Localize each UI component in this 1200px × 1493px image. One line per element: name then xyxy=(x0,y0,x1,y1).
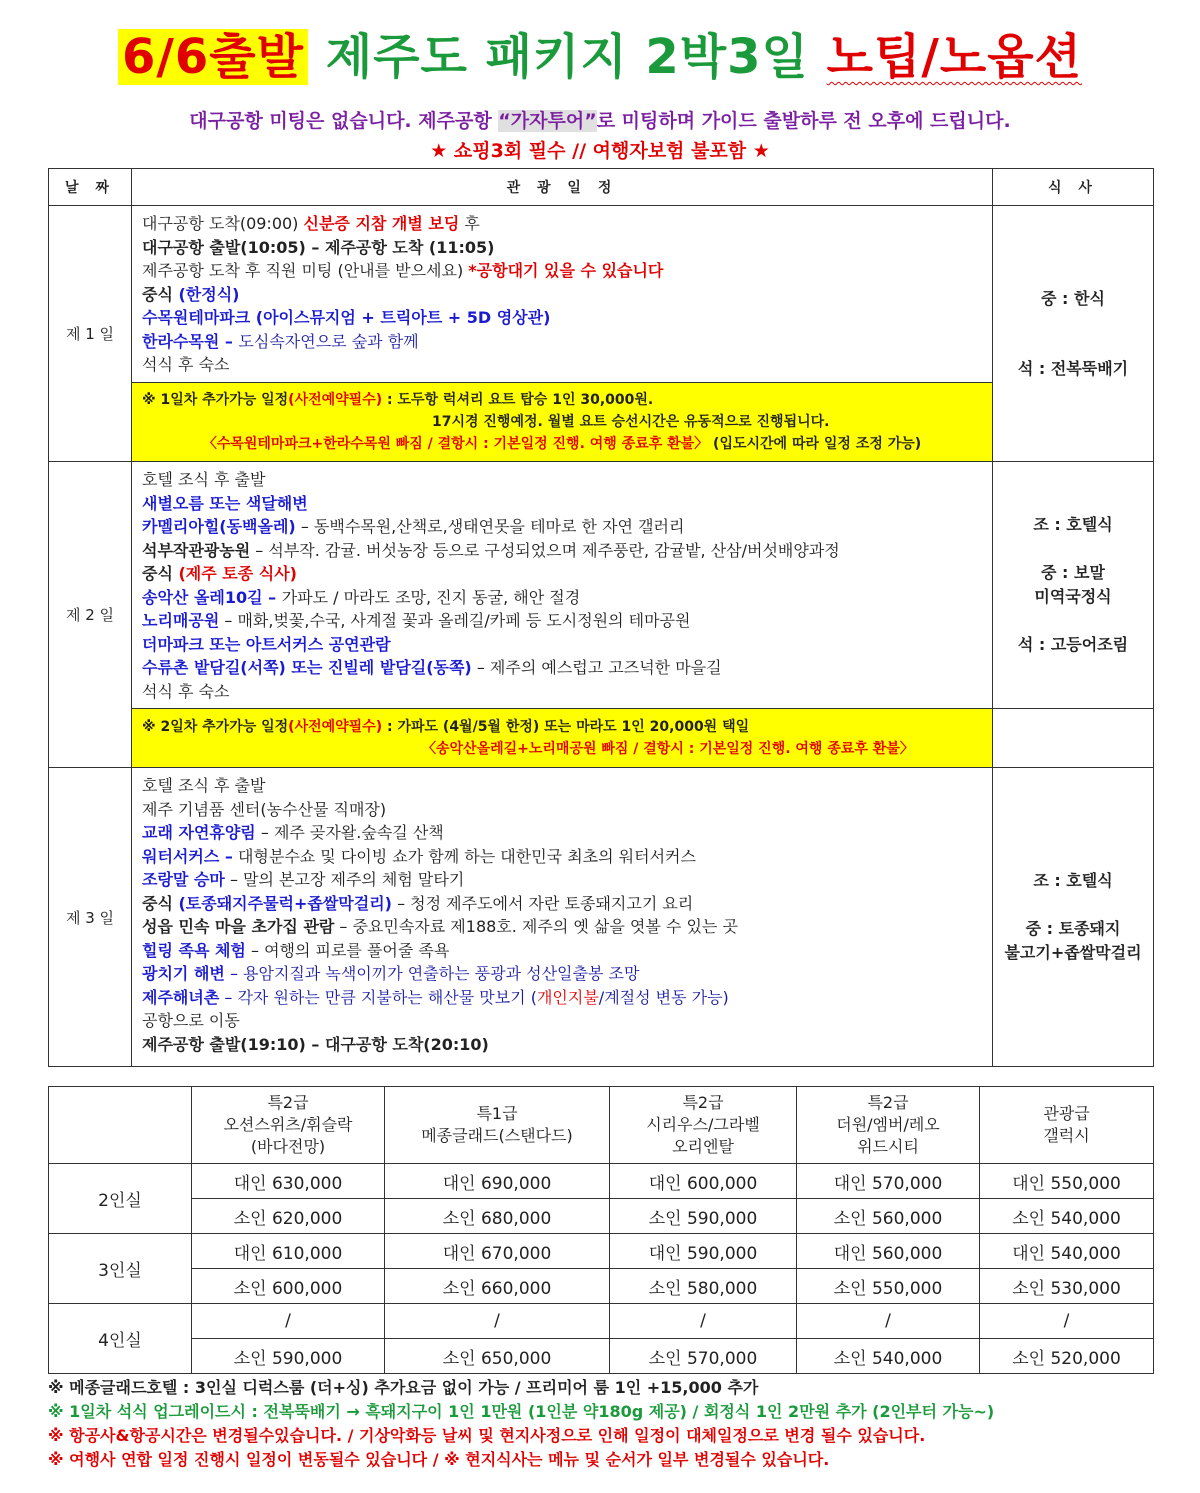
page-title xyxy=(0,18,1200,87)
price-cell: 소인 520,000 xyxy=(980,1339,1154,1374)
price-cell: 대인 630,000 xyxy=(192,1164,385,1199)
day2-optional-tour: ※ 2일차 추가가능 일정(사전예약필수) : 가파도 (4월/5월 한정) 또는 마라도 1인 20,000원 택일 〈송악산올레길+노리매공원 빠짐 / 결항시 : 기본일정 진행. 여행 종료후 환불〉 xyxy=(132,709,993,768)
price-cell: 대인 560,000 xyxy=(797,1234,980,1269)
day1-itinerary: 대구공항 도착(09:00) 신분증 지참 개별 보딩 후 대구공항 출발(10:05) – 제주공항 도착 (11:05) 제주공항 도착 후 직원 미팅 (안내를 받으세요) *공항대기 있을 수 있습니다 중식 (한정식) 수목원테마파크 (아이스뮤지엄 + 트릭아트 + 5D 영상관) 한라수목원 – 도심속자연으로 숲과 함께 석식 후 숙소 xyxy=(132,206,993,383)
day3-itinerary: 호텔 조식 후 출발 제주 기념품 센터(농수산물 직매장) 교래 자연휴양림 – 제주 곶자왈.숲속길 산책 워터서커스 – 대형분수쇼 및 다이빙 쇼가 함께 하는 대한민국 최초의 워터서커스 조랑말 승마 – 말의 본고장 제주의 체험 말타기 중식 (토종돼지주물럭+좁쌀막걸리) – 청정 제주도에서 자란 토종돼지고기 요리 성읍 민속 마을 초가집 관람 – 중요민속자료 제188호. 제주의 옛 삶을 엿볼 수 있는 곳 힐링 족욕 체험 – 여행의 피로를 풀어줄 족욕 광치기 해변 – 용암지질과 녹색이끼가 연출하는 풍광과 성산일출봉 조망 제주해녀촌 – 각자 원하는 만큼 지불하는 해산물 맛보기 (개인지불/계절성 변동 가능) 공항으로 이동 제주공항 출발(19:10) – 대구공항 도착(20:10) xyxy=(132,768,993,1067)
price-table xyxy=(48,1086,1154,1374)
room-type-3p: 3인실 xyxy=(49,1234,192,1304)
price-row-3p-child xyxy=(49,1269,1154,1304)
price-cell: 소인 530,000 xyxy=(980,1269,1154,1304)
price-cell: 소인 660,000 xyxy=(385,1269,610,1304)
room-type-2p: 2인실 xyxy=(49,1164,192,1234)
price-row-2p-child xyxy=(49,1199,1154,1234)
price-cell: 소인 600,000 xyxy=(192,1269,385,1304)
price-row-4p-adult xyxy=(49,1304,1154,1339)
date-header: 날 짜 xyxy=(49,169,132,206)
price-cell: 대인 570,000 xyxy=(797,1164,980,1199)
price-cell: 소인 590,000 xyxy=(192,1339,385,1374)
day1-label: 제 1 일 xyxy=(49,206,132,462)
hotel-header-galaxy: 관광급 갤럭시 xyxy=(980,1087,1154,1164)
price-cell: 대인 610,000 xyxy=(192,1234,385,1269)
price-cell: 소인 620,000 xyxy=(192,1199,385,1234)
price-cell: 소인 570,000 xyxy=(610,1339,797,1374)
day2-itinerary: 호텔 조식 후 출발 새별오름 또는 색달해변 카멜리아힐(동백올레) – 동백수목원,산책로,생태연못을 테마로 한 자연 갤러리 석부작관광농원 – 석부작. 감귤. 버섯농장 등으로 구성되었으며 제주풍란, 감귤밭, 산삼/버섯배양과정 중식 (제주 토종 식사) 송악산 올레10길 – 가파도 / 마라도 조망, 진지 동굴, 해안 절경 노리매공원 – 매화,벚꽃,수국, 사계절 꽃과 올레길/카페 등 도시정원의 테마공원 더마파크 또는 아트서커스 공연관람 수류촌 밭담길(서쪽) 또는 진빌레 밭담길(동쪽) – 제주의 예스럽고 고즈넉한 마을길 석식 후 숙소 xyxy=(132,462,993,709)
price-row-4p-child xyxy=(49,1339,1154,1374)
schedule-table xyxy=(48,168,1154,1067)
price-cell: 대인 590,000 xyxy=(610,1234,797,1269)
price-cell: 대인 690,000 xyxy=(385,1164,610,1199)
price-cell: 소인 540,000 xyxy=(797,1339,980,1374)
price-cell: / xyxy=(192,1304,385,1339)
shopping-warning: ★ 쇼핑3회 필수 // 여행자보험 불포함 ★ xyxy=(430,140,770,162)
price-cell: / xyxy=(610,1304,797,1339)
price-header-corner xyxy=(49,1087,192,1164)
meals-header: 식 사 xyxy=(993,169,1154,206)
day3-row xyxy=(49,768,1154,1067)
price-cell: 대인 540,000 xyxy=(980,1234,1154,1269)
day1-meals: 중 : 한식 석 : 전복뚝배기 xyxy=(993,206,1154,462)
day2-extra-meal-empty xyxy=(993,709,1154,768)
meeting-notice: 대구공항 미팅은 없습니다. 제주공항 “가자투어”로 미팅하며 가이드 출발하루 전 오후에 드립니다. xyxy=(189,110,1011,132)
price-header-row xyxy=(49,1087,1154,1164)
price-row-2p-adult xyxy=(49,1164,1154,1199)
price-cell: 대인 600,000 xyxy=(610,1164,797,1199)
note-schedule-change: ※ 여행사 연합 일정 진행시 일정이 변동될수 있습니다 / ※ 현지식사는 메뉴 및 순서가 일부 변경될수 있습니다. xyxy=(48,1450,830,1469)
hotel-header-ocean-suites: 특2급 오션스위츠/휘슬락 (바다전망) xyxy=(192,1087,385,1164)
hotel-header-maison-glad: 특1급 메종글래드(스탠다드) xyxy=(385,1087,610,1164)
price-cell: 대인 550,000 xyxy=(980,1164,1154,1199)
title-package: 제주도 패키지 2박3일 xyxy=(325,29,809,85)
title-notip: 노팁/노옵션 xyxy=(826,29,1083,85)
price-cell: 소인 590,000 xyxy=(610,1199,797,1234)
schedule-header-row xyxy=(49,169,1154,206)
price-cell: 소인 550,000 xyxy=(797,1269,980,1304)
day2-label: 제 2 일 xyxy=(49,462,132,768)
day2-row xyxy=(49,462,1154,709)
price-cell: 소인 680,000 xyxy=(385,1199,610,1234)
note-flight-change: ※ 항공사&항공시간은 변경될수있습니다. / 기상악화등 날씨 및 현지사정으로 인해 일정이 대체일정으로 변경 될수 있습니다. xyxy=(48,1426,926,1445)
hotel-header-the-one: 특2급 더원/엠버/레오 위드시티 xyxy=(797,1087,980,1164)
notes-section xyxy=(48,1376,994,1472)
itinerary-header: 관 광 일 정 xyxy=(132,169,993,206)
day1-row xyxy=(49,206,1154,383)
price-cell: / xyxy=(385,1304,610,1339)
note-maison-glad: ※ 메종글래드호텔 : 3인실 디럭스룸 (더+싱) 추가요금 없이 가능 / 프리미어 룸 1인 +15,000 추가 xyxy=(48,1378,759,1397)
note-dinner-upgrade: ※ 1일차 석식 업그레이드시 : 전복뚝배기 → 흑돼지구이 1인 1만원 (1인분 약180g 제공) / 회정식 1인 2만원 추가 (2인부터 가능~) xyxy=(48,1402,995,1421)
day2-meals: 조 : 호텔식 중 : 보말 미역국정식 석 : 고등어조림 xyxy=(993,462,1154,709)
day2-extra-row xyxy=(49,709,1154,768)
day1-optional-tour: ※ 1일차 추가가능 일정(사전예약필수) : 도두항 럭셔리 요트 탑승 1인 30,000원. 17시경 진행예정. 월별 요트 승선시간은 유동적으로 진행됩니다. 〈수목원테마파크+한라수목원 빠짐 / 결항시 : 기본일정 진행. 여행 종료후 환불〉 (입도시간에 따라 일정 조정 가능) xyxy=(132,383,993,462)
title-date: 6/6출발 xyxy=(118,29,308,85)
price-cell: 소인 580,000 xyxy=(610,1269,797,1304)
price-cell: 소인 540,000 xyxy=(980,1199,1154,1234)
price-cell: / xyxy=(797,1304,980,1339)
hotel-header-sirius: 특2급 시리우스/그라벨 오리엔탈 xyxy=(610,1087,797,1164)
room-type-4p: 4인실 xyxy=(49,1304,192,1374)
price-cell: 대인 670,000 xyxy=(385,1234,610,1269)
price-cell: 소인 650,000 xyxy=(385,1339,610,1374)
day3-label: 제 3 일 xyxy=(49,768,132,1067)
price-cell: 소인 560,000 xyxy=(797,1199,980,1234)
price-cell: / xyxy=(980,1304,1154,1339)
day3-meals: 조 : 호텔식 중 : 토종돼지 불고기+좁쌀막걸리 xyxy=(993,768,1154,1067)
price-row-3p-adult xyxy=(49,1234,1154,1269)
day1-extra-row xyxy=(49,383,1154,462)
